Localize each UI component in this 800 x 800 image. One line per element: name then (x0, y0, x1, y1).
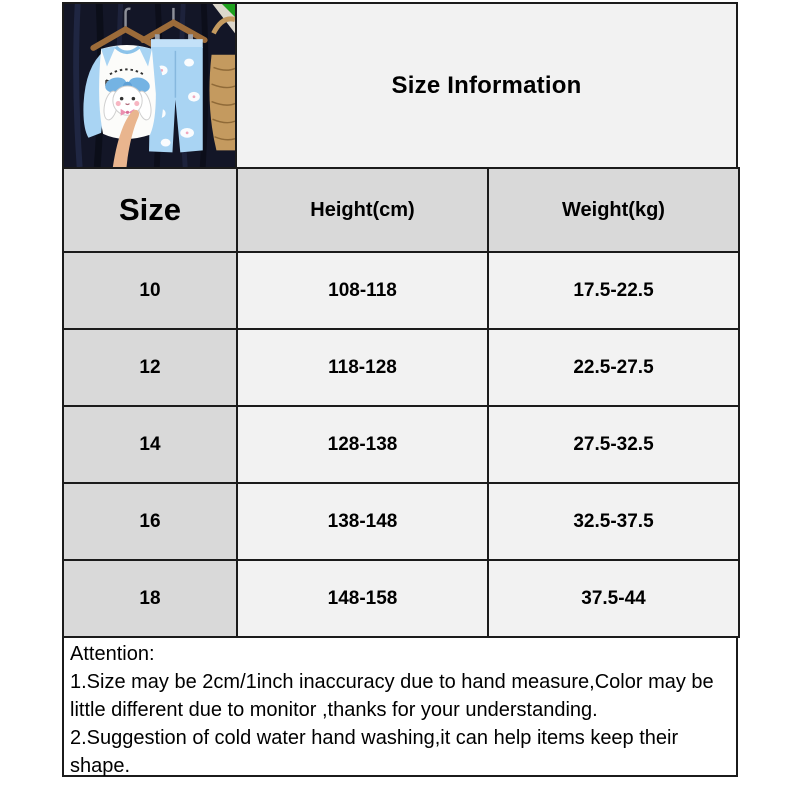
size-info-sheet (62, 2, 738, 777)
green-corner-icon (222, 4, 235, 17)
column-header-size: Size (63, 168, 237, 252)
attention-note-1: 1.Size may be 2cm/1inch inaccuracy due to hand measure,Color may be little different due to monitor ,thanks for your understanding. (70, 671, 714, 721)
product-photo (62, 2, 237, 169)
attention-label: Attention: (70, 643, 155, 665)
top-band (62, 2, 738, 169)
cell-size: 16 (63, 483, 237, 560)
table-header-row (63, 168, 739, 252)
table-row (63, 406, 739, 483)
cell-height: 128-138 (237, 406, 488, 483)
column-header-height: Height(cm) (237, 168, 488, 252)
cell-height: 108-118 (237, 252, 488, 329)
size-info-banner (237, 2, 738, 169)
column-header-weight: Weight(kg) (488, 168, 739, 252)
attention-note-2: 2.Suggestion of cold water hand washing,it can help items keep their shape. (70, 727, 679, 777)
cell-size: 14 (63, 406, 237, 483)
cell-height: 138-148 (237, 483, 488, 560)
table-row (63, 483, 739, 560)
table-row (63, 329, 739, 406)
table-row (63, 252, 739, 329)
attention-box (62, 636, 738, 777)
cell-weight: 27.5-32.5 (488, 406, 739, 483)
cell-size: 12 (63, 329, 237, 406)
cell-weight: 17.5-22.5 (488, 252, 739, 329)
cell-weight: 37.5-44 (488, 560, 739, 637)
cell-size: 10 (63, 252, 237, 329)
product-photo-illustration (64, 4, 235, 167)
cell-weight: 22.5-27.5 (488, 329, 739, 406)
cell-height: 148-158 (237, 560, 488, 637)
cell-size: 18 (63, 560, 237, 637)
cell-height: 118-128 (237, 329, 488, 406)
cell-weight: 32.5-37.5 (488, 483, 739, 560)
table-row (63, 560, 739, 637)
size-table (62, 167, 740, 638)
page-title: Size Information (391, 71, 582, 99)
